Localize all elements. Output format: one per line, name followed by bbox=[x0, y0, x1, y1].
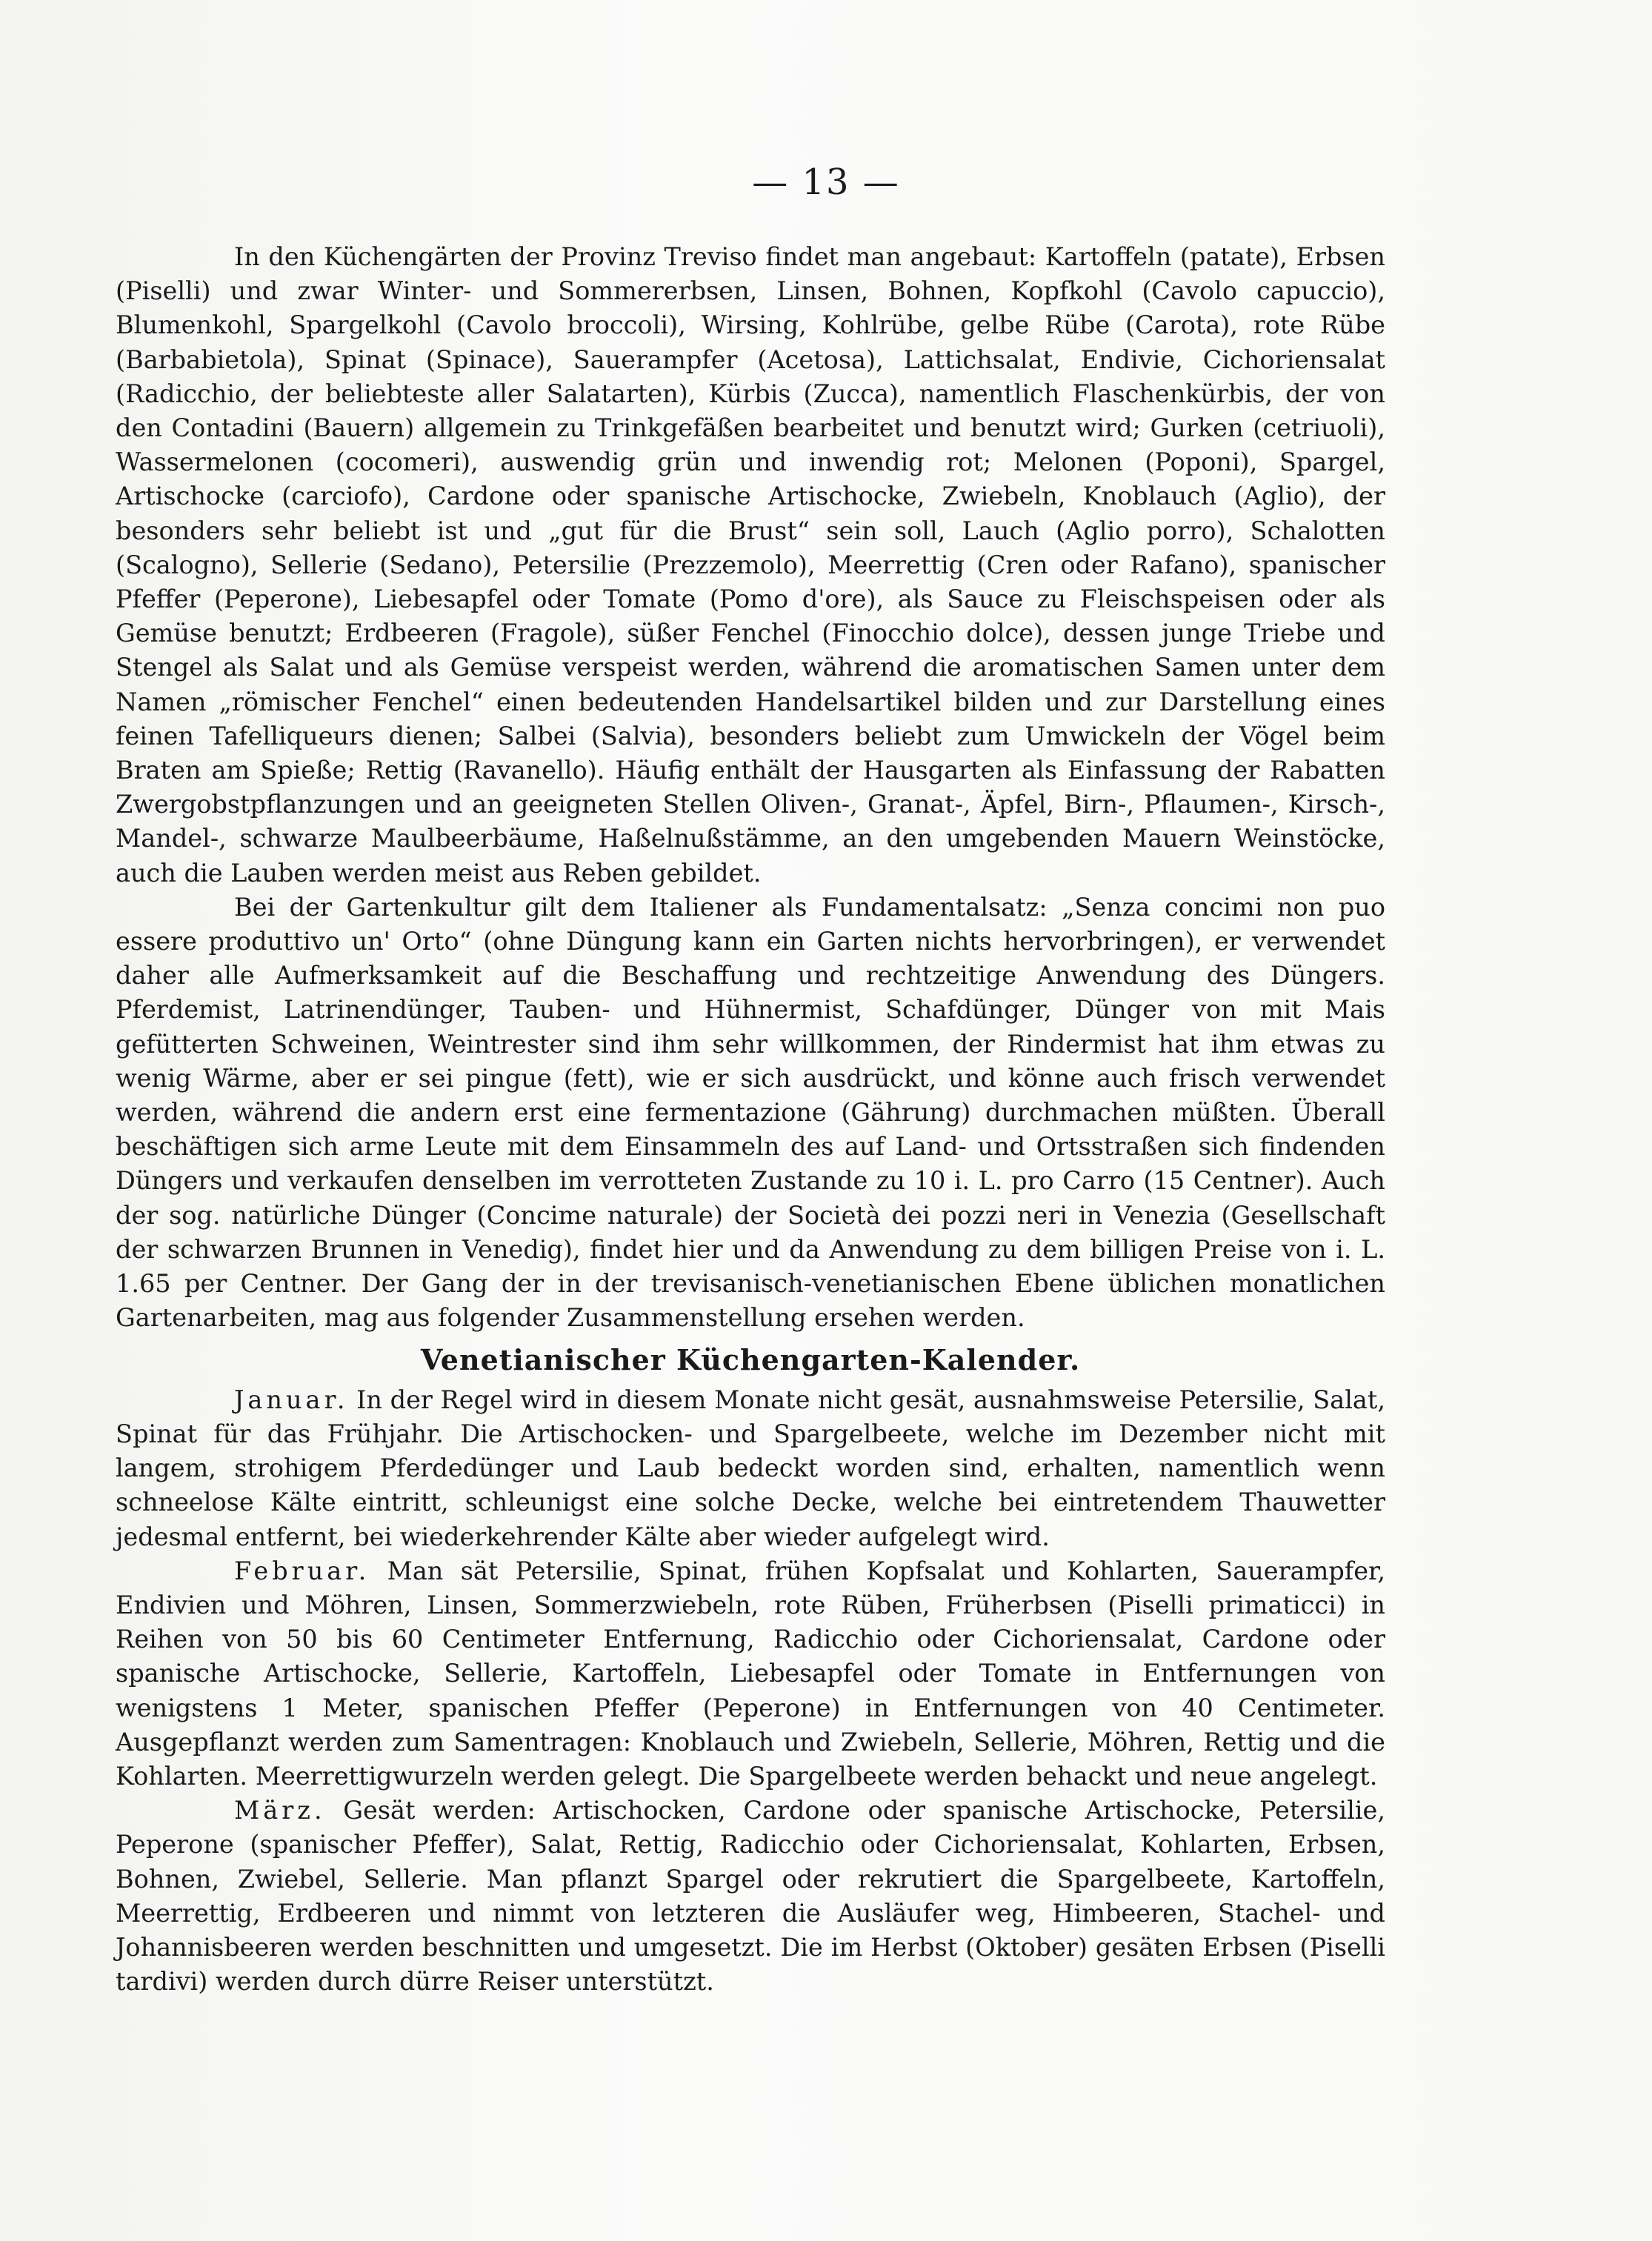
month-label-januar: Januar. bbox=[234, 1385, 349, 1414]
paragraph-fertilizer: Bei der Gartenkultur gilt dem Italiener als Fundamentalsatz: „Senza concimi non puo essere produttivo un' Orto“ (ohne Düngung kann ein Garten nichts hervorbringen), er verwendet daher alle Aufmerksamkeit auf die Beschaffung und rechtzeitige Anwendung des Düngers. Pferdemist, Latrinendünger, Tauben- und Hühnermist, Schafdünger, Dünger von mit Mais gefütterten Schweinen, Weintrester sind ihm sehr willkommen, der Rindermist hat ihm etwas zu wenig Wärme, aber er sei pingue (fett), wie er sich ausdrückt, und könne auch frisch verwendet werden, während die andern erst eine fermentazione (Gährung) durchmachen müßten. Überall beschäftigen sich arme Leute mit dem Einsammeln des auf Land- und Ortsstraßen sich findenden Düngers und verkaufen denselben im verrotteten Zustande zu 10 i. L. pro Carro (15 Centner). Auch der sog. natürliche Dünger (Concime naturale) der Società dei pozzi neri in Venezia (Gesellschaft der schwarzen Brunnen in Venedig), findet hier und da Anwendung zu dem billigen Preise von i. L. 1.65 per Centner. Der Gang der in der trevisanisch-venetianischen Ebene üblichen monatlichen Gartenarbeiten, mag aus folgender Zusammenstellung ersehen werden. bbox=[116, 892, 1385, 1333]
paragraph-maerz bbox=[116, 1794, 1385, 1999]
month-label-maerz: März. bbox=[234, 1796, 326, 1825]
month-label-februar: Februar. bbox=[234, 1556, 370, 1585]
month-text-maerz: Gesät werden: Artischocken, Cardone oder spanische Artischocke, Petersilie, Peperone (spanischer Pfeffer), Salat, Rettig, Radicchio oder Cichoriensalat, Kohlarten, Erbsen, Bohnen, Zwiebel, Sellerie. Man pflanzt Spargel oder rekrutiert die Spargelbeete, Kartoffeln, Meerrettig, Erdbeeren und nimmt von letzteren die Ausläufer weg, Himbeeren, Stachel- und Johannisbeeren werden beschnitten und umgesetzt. Die im Herbst (Oktober) gesäten Erbsen (Piselli tardivi) werden durch dürre Reiser unterstützt. bbox=[116, 1796, 1385, 1997]
month-text-januar: In der Regel wird in diesem Monate nicht gesät, ausnahmsweise Petersilie, Salat, Spinat für das Frühjahr. Die Artischocken- und Spargelbeete, welche im Dezember nicht mit langem, strohigem Pferdedünger und Laub bedeckt worden sind, erhalten, namentlich wenn schneelose Kälte eintritt, schleunigst eine solche Decke, welche bei eintretendem Thauwetter jedesmal entfernt, bei wiederkehrender Kälte aber wieder aufgelegt wird. bbox=[116, 1385, 1386, 1551]
section-heading: Venetianischer Küchengarten-Kalender. bbox=[420, 1342, 1081, 1376]
month-text-februar: Man sät Petersilie, Spinat, frühen Kopfsalat und Kohlarten, Sauerampfer, Endivien und Möhren, Linsen, Sommerzwiebeln, rote Rüben, Früherbsen (Piselli primaticci) in Reihen von 50 bis 60 Centimeter Entfernung, Radicchio oder Cichoriensalat, Cardone oder spanische Artischocke, Sellerie, Kartoffeln, Liebesapfel oder Tomate in Entfernungen von wenigstens 1 Meter, spanischen Pfeffer (Peperone) in Entfernungen von 40 Centimeter. Ausgepflanzt werden zum Samentragen: Knoblauch und Zwiebeln, Sellerie, Möhren, Rettig und die Kohlarten. Meerrettigwurzeln werden gelegt. Die Spargelbeete werden behackt und neue angelegt. bbox=[116, 1556, 1385, 1791]
page-number: — 13 — bbox=[752, 162, 900, 203]
paragraph-januar bbox=[116, 1383, 1385, 1554]
paragraph-crops: In den Küchengärten der Provinz Treviso findet man angebaut: Kartoffeln (patate), Erbsen (Piselli) und zwar Winter- und Sommererbsen, Linsen, Bohnen, Kopfkohl (Cavolo capuccio), Blumenkohl, Spargelkohl (Cavolo broccoli), Wirsing, Kohlrübe, gelbe Rübe (Carota), rote Rübe (Barbabietola), Spinat (Spinace), Sauerampfer (Acetosa), Lattichsalat, Endivie, Cichoriensalat (Radicchio, der beliebteste aller Salatarten), Kürbis (Zucca), namentlich Flaschenkürbis, der von den Contadini (Bauern) allgemein zu Trinkgefäßen bearbeitet und benutzt wird; Gurken (cetriuoli), Wassermelonen (cocomeri), auswendig grün und inwendig rot; Melonen (Poponi), Spargel, Artischocke (carciofo), Cardone oder spanische Artischocke, Zwiebeln, Knoblauch (Aglio), der besonders sehr beliebt ist und „gut für die Brust“ sein soll, Lauch (Aglio porro), Schalotten (Scalogno), Sellerie (Sedano), Petersilie (Prezzemolo), Meerrettig (Cren oder Rafano), spanischer Pfeffer (Peperone), Liebesapfel oder Tomate (Pomo d'ore), als Sauce zu Fleischspeisen oder als Gemüse benutzt; Erdbeeren (Fragole), süßer Fenchel (Finocchio dolce), dessen junge Triebe und Stengel als Salat und als Gemüse verspeist werden, während die aromatischen Samen unter dem Namen „römischer Fenchel“ einen bedeutenden Handelsartikel bilden und zur Darstellung eines feinen Tafelliqueurs dienen; Salbei (Salvia), besonders beliebt zum Umwickeln der Vögel beim Braten am Spieße; Rettig (Ravanello). Häufig enthält der Hausgarten als Einfassung der Rabatten Zwergobstpflanzungen und an geeigneten Stellen Oliven-, Granat-, Äpfel, Birn-, Pflaumen-, Kirsch-, Mandel-, schwarze Maulbeerbäume, Haßelnußstämme, an den umgebenden Mauern Weinstöcke, auch die Lauben werden meist aus Reben gebildet. bbox=[116, 242, 1385, 888]
paragraph-februar bbox=[116, 1554, 1385, 1794]
body-text bbox=[116, 240, 1385, 1999]
